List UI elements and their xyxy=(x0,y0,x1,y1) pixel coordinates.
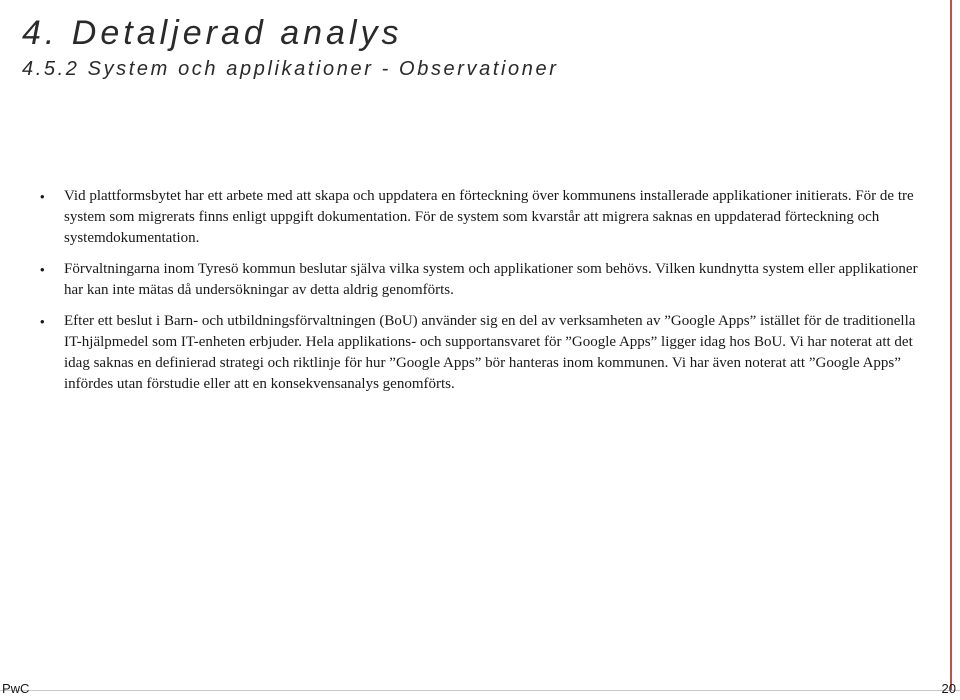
page-subtitle: 4.5.2 System och applikationer - Observationer xyxy=(22,58,559,80)
bullet-icon: • xyxy=(40,189,45,204)
bullet-icon: • xyxy=(40,314,45,329)
list-item xyxy=(40,186,935,249)
bullet-text: Efter ett beslut i Barn- och utbildningsförvaltningen (BoU) använder sig en del av verksamheten av ”Google Apps” istället för de traditionella IT-hjälpmedel som IT-enheten erbjuder. Hela applikations- och supportansvaret för ”Google Apps” ligger idag hos BoU. Vi har noterat att det idag saknas en definierad strategi och riktlinje för hur ”Google Apps” bör hanteras inom kommunen. Vi har även noterat att ”Google Apps” infördes utan förstudie eller att en konsekvensanalys genomförts. xyxy=(64,313,916,392)
accent-line xyxy=(950,0,952,690)
bullet-list xyxy=(40,186,935,405)
list-item xyxy=(40,259,935,301)
bullet-icon: • xyxy=(40,262,45,277)
footer-divider xyxy=(0,690,960,691)
bullet-text: Vid plattformsbytet har ett arbete med att skapa och uppdatera en förteckning över kommunens installerade applikationer initierats. För de tre system som migrerats finns enligt uppgift dokumentation. För de system som kvarstår att migrera saknas en uppdaterad förteckning och systemdokumentation. xyxy=(64,188,914,246)
page-title: 4. Detaljerad analys xyxy=(22,14,403,52)
page-number: 20 xyxy=(941,681,956,696)
bullet-text: Förvaltningarna inom Tyresö kommun beslutar själva vilka system och applikationer som behövs. Vilken kundnytta system eller applikationer har kan inte mätas då undersökningar av detta aldrig genomförts. xyxy=(64,261,918,298)
footer-brand: PwC xyxy=(2,681,30,696)
list-item xyxy=(40,311,935,395)
